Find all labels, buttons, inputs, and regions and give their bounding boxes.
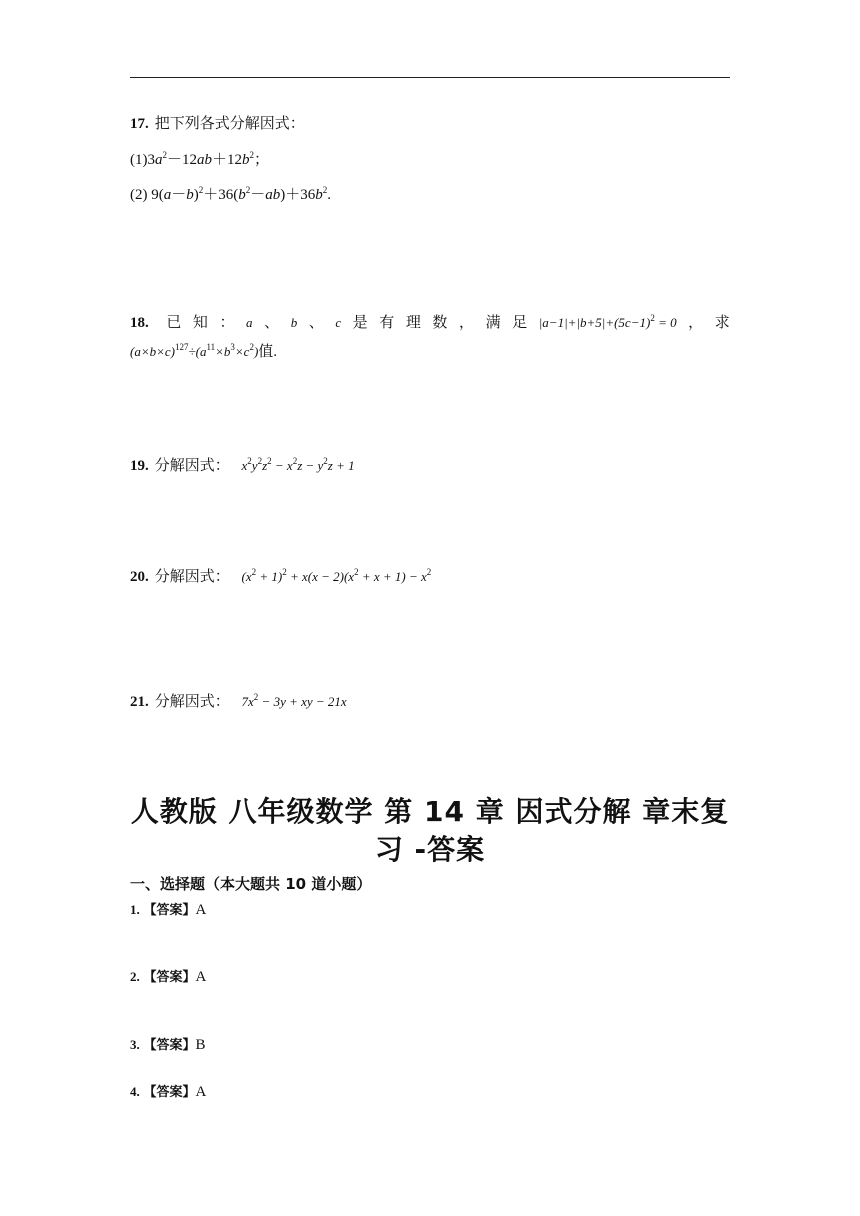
question-number: 17. <box>130 116 149 132</box>
question-17 <box>130 114 305 134</box>
expression: $(x^2 + 1)^2 + x(x - 2)(x^2 + x + 1) - x^2$ <box>241 567 432 584</box>
question-18-line-1: 18. 已 知 ： a 、 b 、 c 是 有 理 数 ， 满 足 $|a-1|+|b+5|+(5c-1)^2 = 0$ ， 求 <box>130 306 730 335</box>
answer-item: 2. 【答案】A <box>130 969 207 985</box>
question-17-part-1: $(1)3a^2-12ab+12b^2$； <box>130 150 270 168</box>
answer-item: 3. 【答案】B <box>130 1037 206 1053</box>
question-17-part-2: (2) $9(a-b)^2+36(b^2-ab)+36b^2$. <box>130 185 332 203</box>
question-18 <box>130 306 730 364</box>
question-18-line-2: $(a\times b\times c)^{127}\div(a^{11}\times b^3\times c^2)$值. <box>130 342 278 360</box>
expression: $7x^2 - 3y$ + xy − 21x <box>241 692 347 709</box>
question-19: 19. 分解因式： $x^2y^2z^2 - x^2z - y^2z + 1$ <box>130 456 355 474</box>
target-expression: $(a\times b\times c)^{127}\div(a^{11}\times b^3\times c^2)$ <box>130 342 259 359</box>
answer-item: 4. 【答案】A <box>130 1084 207 1100</box>
condition-expression: $|a-1|+|b+5|+(5c-1)^2 = 0$ <box>538 313 677 330</box>
answer-title: 人教版 八年级数学 第 14 章 因式分解 章末复 习 -答案 <box>130 795 730 866</box>
header-rule <box>130 77 730 78</box>
expression: $x^2y^2z^2 - x^2z - y^2z + 1$ <box>241 456 355 473</box>
section-heading: 一、选择题（本大题共 10 道小题） <box>130 875 372 893</box>
question-21: 21. 分解因式： $7x^2 - 3y$ + xy − 21x <box>130 692 347 710</box>
question-20: 20. 分解因式： $(x^2 + 1)^2 + x(x - 2)(x^2 + x + 1) - x^2$ <box>130 567 432 585</box>
answer-item: 1. 【答案】A <box>130 902 207 918</box>
question-text: 把下列各式分解因式： <box>154 116 305 132</box>
